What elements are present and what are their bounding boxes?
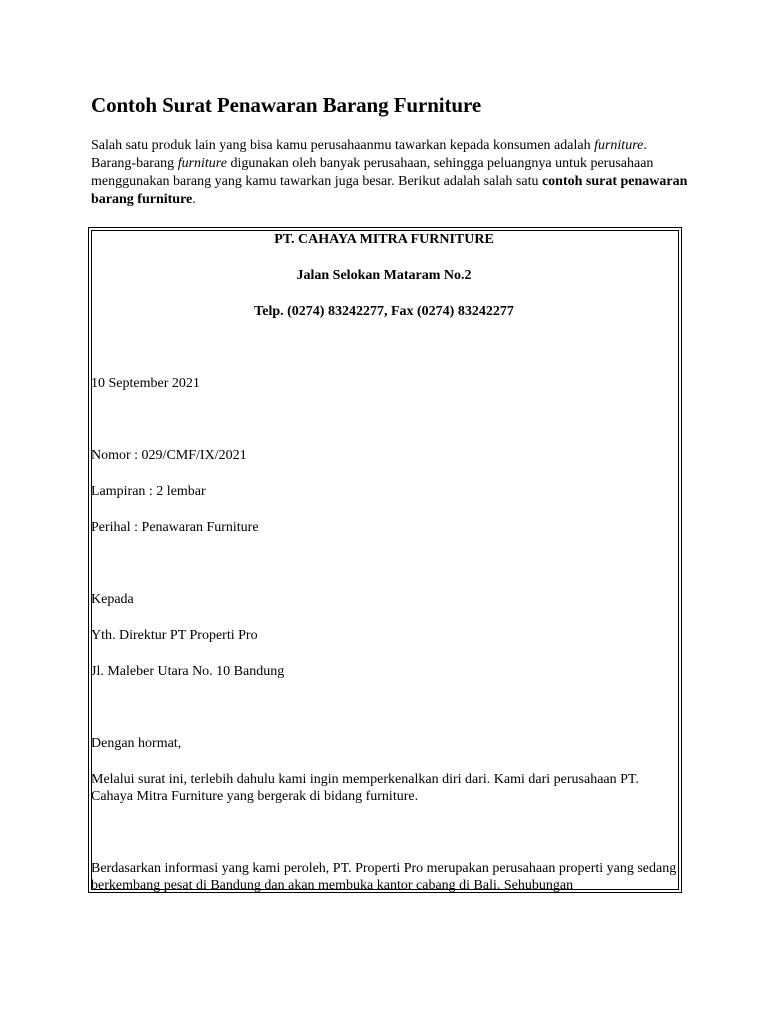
letter-paragraph-1: Melalui surat ini, terlebih dahulu kami ingin memperkenalkan diri dari. Kami dari perusahaan PT. Cahaya Mitra Furniture yang bergerak di bidang furniture. [91, 772, 639, 804]
intro-text-4: . [192, 192, 196, 207]
intro-italic-2: furniture [177, 156, 227, 171]
letter-box [88, 227, 682, 893]
letter-greeting: Dengan hormat, [91, 736, 182, 751]
letter-perihal: Perihal : Penawaran Furniture [91, 520, 259, 535]
letter-company-name: PT. CAHAYA MITRA FURNITURE [274, 232, 494, 247]
intro-text-2: . Barang-barang [91, 138, 647, 171]
letter-date: 10 September 2021 [91, 376, 200, 391]
letter-recipient-address: Jl. Maleber Utara No. 10 Bandung [91, 664, 285, 679]
intro-italic-1: furniture [594, 138, 644, 153]
letter-company-contact: Telp. (0274) 83242277, Fax (0274) 83242277 [254, 304, 514, 319]
intro-text-1: Salah satu produk lain yang bisa kamu perusahaanmu tawarkan kepada konsumen adalah [91, 138, 595, 153]
letter-lampiran: Lampiran : 2 lembar [91, 484, 206, 499]
letter-nomor: Nomor : 029/CMF/IX/2021 [91, 448, 247, 463]
intro-bold: contoh surat penawaran barang furniture [91, 174, 688, 207]
intro-text-3: digunakan oleh banyak perusahaan, sehingga peluangnya untuk perusahaan menggunakan barang yang kamu tawarkan juga besar. Berikut adalah salah satu [91, 156, 654, 189]
letter-paragraph-2: Berdasarkan informasi yang kami peroleh, PT. Properti Pro merupakan perusahaan properti yang sedang berkembang pesat di Bandung dan akan membuka kantor cabang di Bali. Sehubungan [91, 861, 677, 893]
page-title: Contoh Surat Penawaran Barang Furniture [91, 93, 482, 117]
letter-company-address: Jalan Selokan Mataram No.2 [296, 268, 472, 283]
letter-recipient: Yth. Direktur PT Properti Pro [91, 628, 258, 643]
letter-kepada: Kepada [91, 592, 134, 607]
intro-paragraph [91, 137, 691, 209]
